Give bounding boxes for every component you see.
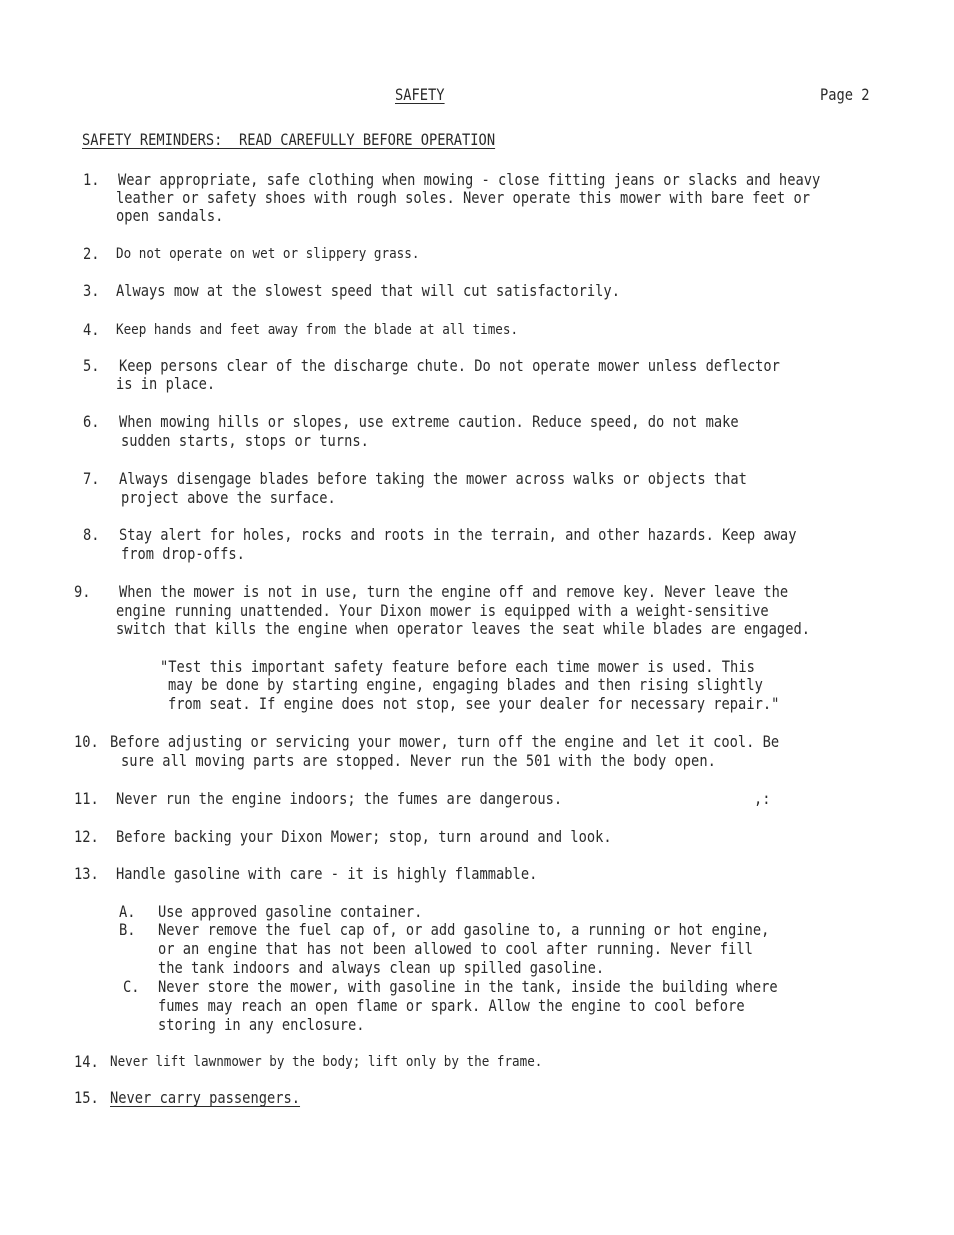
page-title: SAFETY xyxy=(395,86,445,104)
item-number: 2. xyxy=(83,245,100,263)
item-text-line: Wear appropriate, safe clothing when mowing - close fitting jeans or slacks and heavy xyxy=(118,171,821,189)
item-text-line: Before backing your Dixon Mower; stop, turn around and look. xyxy=(116,828,612,846)
item-number: 5. xyxy=(83,357,100,375)
item-text-line: Keep persons clear of the discharge chute. Do not operate mower unless deflector xyxy=(119,357,780,375)
page-number: Page 2 xyxy=(820,86,870,104)
subitem-text-line: Use approved gasoline container. xyxy=(158,903,423,921)
item-number: 7. xyxy=(83,470,100,488)
item-text-line: Never run the engine indoors; the fumes are dangerous. xyxy=(116,790,563,808)
item-text-line: Always disengage blades before taking the mower across walks or objects that xyxy=(119,470,747,488)
item-text-line: Keep hands and feet away from the blade at all times. xyxy=(116,322,519,338)
item-number: 8. xyxy=(83,526,100,544)
item-number: 3. xyxy=(83,282,100,300)
subitem-letter: B. xyxy=(119,921,136,939)
quote-line: from seat. If engine does not stop, see your dealer for necessary repair." xyxy=(168,695,780,713)
subitem-text-line: fumes may reach an open flame or spark. Allow the engine to cool before xyxy=(158,997,745,1015)
subitem-letter: A. xyxy=(119,903,136,921)
item-text-line: Do not operate on wet or slippery grass. xyxy=(116,246,420,262)
stray-mark: ,: xyxy=(754,790,771,808)
item-text-line: open sandals. xyxy=(116,207,224,225)
item-number: 12. xyxy=(74,828,99,846)
section-title: SAFETY REMINDERS: READ CAREFULLY BEFORE OPERATION xyxy=(82,131,496,149)
item-number: 15. xyxy=(74,1089,99,1107)
item-text-line: leather or safety shoes with rough soles. Never operate this mower with bare feet or xyxy=(116,189,810,207)
subitem-letter: C. xyxy=(123,978,140,996)
item-number: 11. xyxy=(74,790,99,808)
item-text-line: project above the surface. xyxy=(121,489,336,507)
quote-line: "Test this important safety feature before each time mower is used. This xyxy=(160,658,755,676)
item-text-line: from drop-offs. xyxy=(121,545,245,563)
item-text-line: Always mow at the slowest speed that will cut satisfactorily. xyxy=(116,282,620,300)
item-text-line: sudden starts, stops or turns. xyxy=(121,432,369,450)
subitem-text-line: the tank indoors and always clean up spilled gasoline. xyxy=(158,959,605,977)
item-text-line: sure all moving parts are stopped. Never run the 501 with the body open. xyxy=(121,752,716,770)
item-number: 10. xyxy=(74,733,99,751)
subitem-text-line: or an engine that has not been allowed to cool after running. Never fill xyxy=(158,940,753,958)
item-text-line: engine running unattended. Your Dixon mower is equipped with a weight-sensitive xyxy=(116,602,769,620)
item-number: 9. xyxy=(74,583,91,601)
quote-line: may be done by starting engine, engaging blades and then rising slightly xyxy=(168,676,763,694)
item-text-line: switch that kills the engine when operator leaves the seat while blades are engaged. xyxy=(116,620,810,638)
subitem-text-line: Never remove the fuel cap of, or add gasoline to, a running or hot engine, xyxy=(158,921,770,939)
item-text-line: Handle gasoline with care - it is highly flammable. xyxy=(116,865,538,883)
item-number: 14. xyxy=(74,1053,99,1071)
item-text-line: Never lift lawnmower by the body; lift only by the frame. xyxy=(110,1054,543,1070)
item-text-line: When mowing hills or slopes, use extreme caution. Reduce speed, do not make xyxy=(119,413,739,431)
subitem-text-line: storing in any enclosure. xyxy=(158,1016,365,1034)
item-text-line: Stay alert for holes, rocks and roots in the terrain, and other hazards. Keep away xyxy=(119,526,797,544)
item-text-line: When the mower is not in use, turn the engine off and remove key. Never leave the xyxy=(119,583,789,601)
item-number: 4. xyxy=(83,321,100,339)
item-number: 1. xyxy=(83,171,100,189)
item-text-line: Before adjusting or servicing your mower, turn off the engine and let it cool. Be xyxy=(110,733,780,751)
item-number: 6. xyxy=(83,413,100,431)
item-text-line: is in place. xyxy=(116,375,216,393)
item-text-line: Never carry passengers. xyxy=(110,1089,301,1107)
subitem-text-line: Never store the mower, with gasoline in the tank, inside the building where xyxy=(158,978,778,996)
item-number: 13. xyxy=(74,865,99,883)
